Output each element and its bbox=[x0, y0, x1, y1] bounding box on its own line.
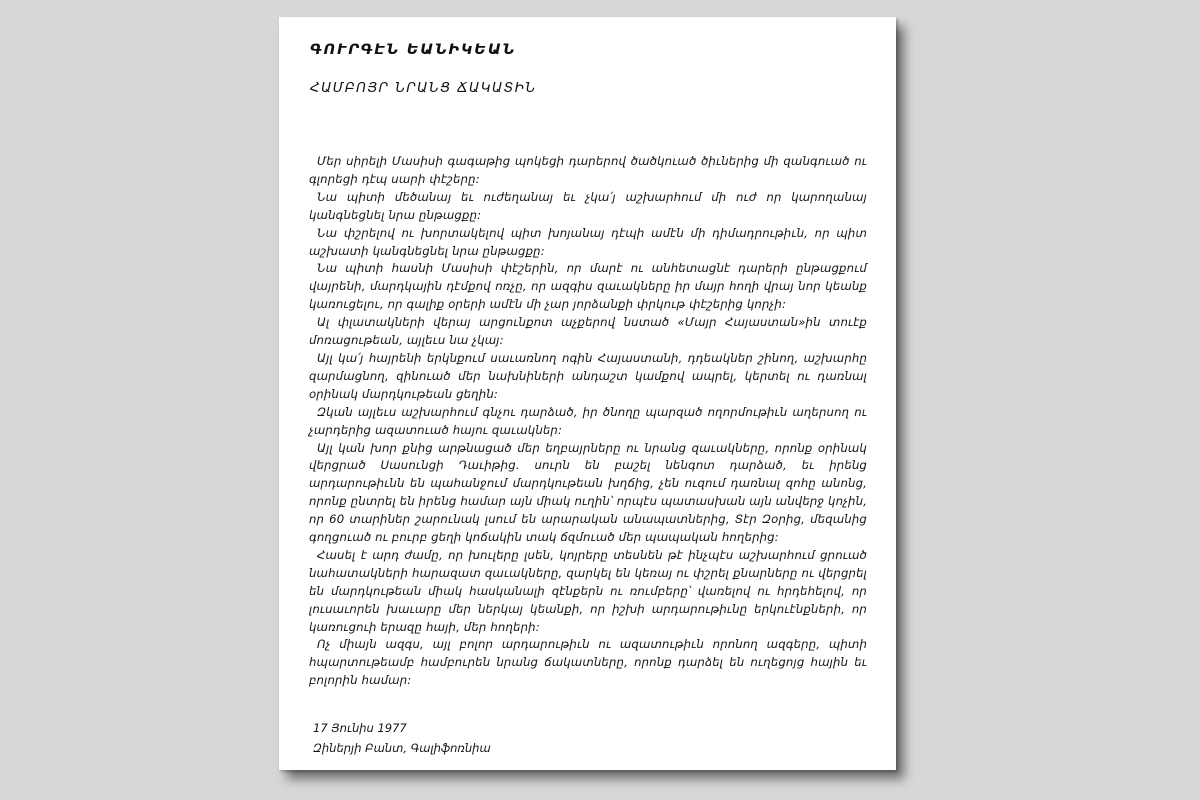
document-page bbox=[279, 17, 896, 770]
paragraph: Այլ կա՛յ հայրենի երկնքում սաւառնող ոգին Հայաստանի, դդեակներ շինող, աշխարհը զարմացնող, զինուած մեր նախնիների անդաշտ կամքով ապրել, կերտել ու դառնալ օրինակ մարդկութեան ցեղին: bbox=[309, 350, 867, 401]
paragraph: Այլ կան խոր քնից արթնացած մեր եղբայրները ու նրանց զաւակները, որոնք օրինակ վերցրած Սասունցի Դաւիթից. սուրն են բաշել նենգոտ դարձած, եւ իրենց արդարութիւնն են պահանջում մարդկութեան խղճից, չեն ուզում դառնալ զոհը անոնց, որոնք ընտրել են իրենց համար այն միակ ուղին՝ որպէս պատասխան այն անվերջ կոչին, որ 60 տարիներ շարունակ լսում են արարական անապատներից, Տէր Զօրից, մեզանից գողցուած ու բուրբ ցեղի կոճակին տակ ճզմուած մեր պապական հողերից: bbox=[309, 440, 867, 545]
paragraph: Նա պիտի հասնի Մասիսի փէշերին, որ մարէ ու անհետացնէ դարերի ընթացքում վայրենի, մարդկային դէմքով ոռչը, որ ազգիս զաւակները իր մայր հողի վրայ նոր կեանք կառուցելու, որ գալիք օրերի ամէն մի չար յորձանքի փրկութ փէշերից կորչի: bbox=[309, 261, 867, 312]
paragraph: Մեր սիրելի Մասիսի գագաթից պոկեցի դարերով ծածկուած ծիւներից մի զանգուած ու գլորեցի դէպ սարի փէշերը: bbox=[309, 154, 867, 186]
paragraph: Ալ փլատակների վերայ արցունքոտ աչքերով նստած «Մայր Հայաստան»ին տուէք մոռացութեան, այլեւս նա չկայ: bbox=[309, 315, 867, 348]
paragraph: Նա պիտի մեծանայ եւ ուժեղանայ եւ չկա՛յ աշխարհում մի ուժ որ կարողանայ կանգնեցնել նրա ընթացքը: bbox=[309, 189, 867, 222]
signature-date: 17 Յունիս 1977 bbox=[313, 721, 407, 735]
author-name: ԳՈՒՐԳԷՆ ԵԱՆԻԿԵԱՆ bbox=[310, 42, 517, 58]
paragraph: Նա փշրելով ու խորտակելով պիտ խոյանայ դէպի ամէն մի դիմադրութիւն, որ պիտ աշխատի կանգնեցնել նրա ընթացքը: bbox=[309, 225, 867, 258]
paragraph: Զկան այլեւս աշխարհում գնչու դարձած, իր ծնողը պարզած ողորմութիւն աղերսող ու չարդերից ազատուած հայու զաւակներ: bbox=[309, 404, 867, 437]
document-body bbox=[309, 153, 867, 690]
document-title: ՀԱՄԲՈՅՐ ՆՐԱՆՑ ՃԱԿԱՏԻՆ bbox=[310, 80, 537, 96]
paragraph: Ոչ միայն ազգս, այլ բոլոր արդարութիւն ու ազատութիւն որոնող ազգերը, պիտի հպարտութեամբ համբուրեն նրանց ճակատները, որոնք դարձել են ուղեցոյց հային եւ բոլորին համար: bbox=[309, 637, 867, 688]
paragraph: Հասել է արդ ժամը, որ խուլերը լսեն, կոյրերը տեսնեն թէ ինչպէս աշխարհում ցրուած նահատակների հարազատ զաւակները, զարկել են կեռայ ու փշրել քնարները ու վերցրել են մարդկութեան միակ հասկանալի զէնքերն ու ռումբերը՝ վառելով ու հրդեհելով, որ լուսաւորեն խաւարը մեր ներկայ կեանքի, որ իշխի արդարութիւնը երկուէնքների, որ կառուցուի երազը հայի, մեր հողերի: bbox=[309, 547, 867, 634]
signature-place: Զիներյի Բանտ, Գալիֆոռնիա bbox=[313, 741, 491, 755]
